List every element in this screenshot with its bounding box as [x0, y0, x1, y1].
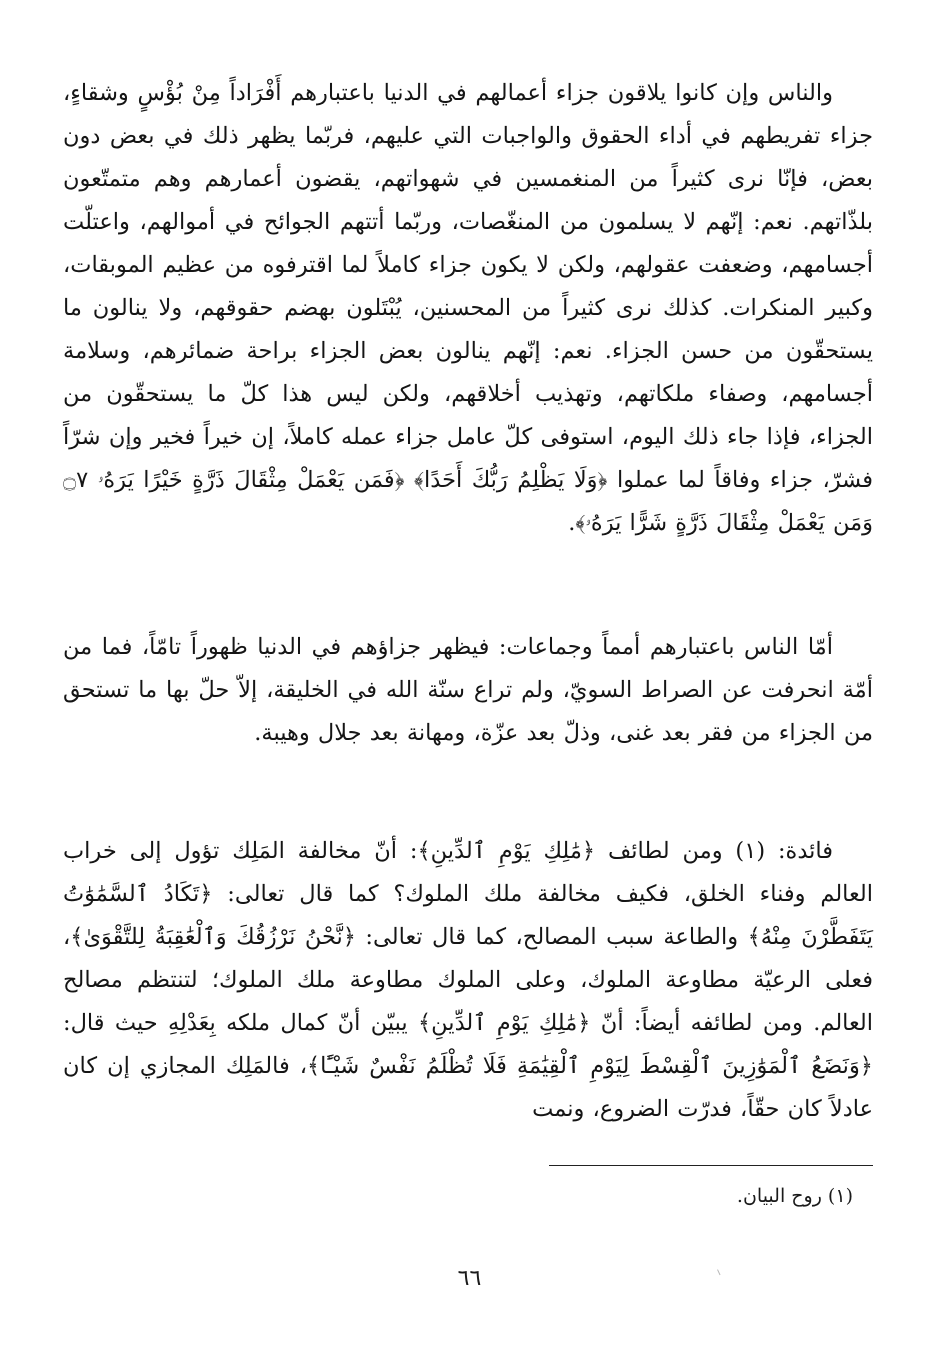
page-number: ٦٦ [457, 1266, 482, 1291]
paragraph-text: أمّا الناس باعتبارهم أمماً وجماعات: فيظهر جزاؤهم في الدنيا ظهوراً تامّاً، فما من أمّة انحرفت عن الصراط السويّ، ولم تراع سنّة الله في الخليقة، إلاّ حلّ بها ما تستحق من الجزاء من فقر بعد غنى، وذلّ بعد عزّة، ومهانة بعد جلال وهيبة. [63, 634, 873, 746]
paragraph-text: والناس وإن كانوا يلاقون جزاء أعمالهم في الدنيا باعتبارهم أَفْرَاداً مِنْ بُؤْسٍ وشقاءٍ، جزاء تفريطهم في أداء الحقوق والواجبات التي عليهم، فربّما يظهر ذلك في بعض دون بعض، فإنّا نرى كثيراً من المنغمسين في شهواتهم، يقضون أعمارهم وهم متمتّعون بلذّاتهم. نعم: إنّهم لا يسلمون من المنغّصات، وربّما أتتهم الجوائح في أموالهم، واعتلّت أجسامهم، وضعفت عقولهم، ولكن لا يكون جزاء كاملاً لما اقترفوه من عظيم الموبقات، وكبير المنكرات. كذلك نرى كثيراً من المحسنين، يُبْتَلون بهضم حقوقهم، ولا ينالون ما يستحقّون من حسن الجزاء. نعم: إنّهم ينالون بعض الجزاء براحة ضمائرهم، وسلامة أجسامهم، وصفاء ملكاتهم، وتهذيب أخلاقهم، ولكن ليس هذا كلّ ما يستحقّون من الجزاء، فإذا جاء ذلك اليوم، استوفى كلّ عامل جزاء عمله كاملاً، إن خيراً فخير وإن شرّاً فشرّ، جزاء وفاقاً لما عملوا ﴿وَلَا يَظْلِمُ رَبُّكَ أَحَدًا﴾ ﴿فَمَن يَعْمَلْ مِثْقَالَ ذَرَّةٍ خَيْرًا يَرَهُۥ ۝٧ وَمَن يَعْمَلْ مِثْقَالَ ذَرَّةٍ شَرًّا يَرَهُۥ﴾. [63, 80, 873, 536]
body-paragraph-2 [63, 626, 873, 755]
paragraph-text: فائدة: (١) ومن لطائف ﴿مَٰلِكِ يَوْمِ ٱلدِّينِ﴾: أنّ مخالفة المَلِك تؤول إلى خراب العالم وفناء الخلق، فكيف مخالفة ملك الملوك؟ كما قال تعالى: ﴿تَكَادُ ٱلسَّمَٰوَٰتُ يَتَفَطَّرْنَ مِنْهُ﴾ والطاعة سبب المصالح، كما قال تعالى: ﴿نَّحْنُ نَرْزُقُكَ وَٱلْعَٰقِبَةُ لِلتَّقْوَىٰ﴾، فعلى الرعيّة مطاوعة الملوك، وعلى الملوك مطاوعة ملك الملوك؛ لتنتظم مصالح العالم. ومن لطائفه أيضاً: أنّ ﴿مَٰلِكِ يَوْمِ ٱلدِّينِ﴾ يبيّن أنّ كمال ملكه بِعَدْلِهِ حيث قال: ﴿وَنَضَعُ ٱلْمَوَٰزِينَ ٱلْقِسْطَ لِيَوْمِ ٱلْقِيَٰمَةِ فَلَا تُظْلَمُ نَفْسٌ شَيْـًٔا﴾، فالمَلِك المجازي إن كان عادلاً كان حقّاً، فدرّت الضروع، ونمت [63, 838, 873, 1122]
body-paragraph-1 [63, 72, 873, 545]
footnote: (١) روح البيان. [736, 1185, 853, 1207]
body-paragraph-3 [63, 830, 873, 1131]
footnote-divider [549, 1165, 873, 1166]
